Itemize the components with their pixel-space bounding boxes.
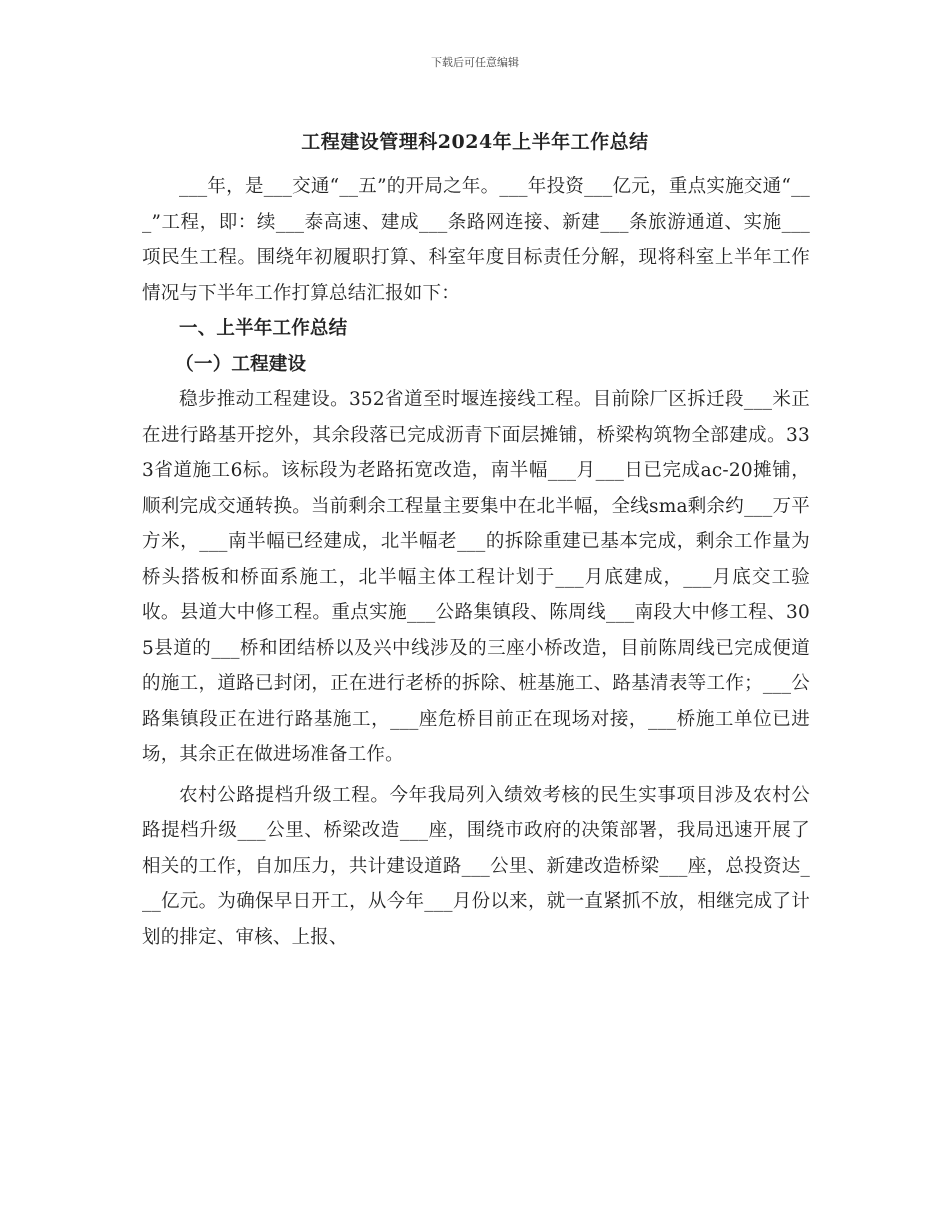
body-paragraph-1: 稳步推动工程建设。352省道至时堰连接线工程。目前除厂区拆迁段___米正在进行路基开挖外，其余段落已完成沥青下面层摊铺，桥梁构筑物全部建成。333省道施工6标。该标段为老路拓宽改造，南半幅___月___日已完成ac-20摊铺，顺利完成交通转换。当前剩余工程量主要集中在北半幅，全线sma剩余约___万平方米，___南半幅已经建成，北半幅老___的拆除重建已基本完成，剩余工作量为桥头搭板和桥面系施工，北半幅主体工程计划于___月底建成，___月底交工验收。县道大中修工程。重点实施___公路集镇段、陈周线___南段大中修工程、305县道的___桥和团结桥以及兴中线涉及的三座小桥改造，目前陈周线已完成便道的施工，道路已封闭，正在进行老桥的拆除、桩基施工、路基清表等工作；___公路集镇段正在进行路基施工，___座危桥目前正在现场对接，___桥施工单位已进场，其余正在做进场准备工作。 [142, 389, 810, 765]
subsection-heading: （一）工程建设 [175, 353, 307, 375]
document-body [142, 169, 810, 955]
intro-paragraph: ___年，是___交通“__五”的开局之年。___年投资___亿元，重点实施交通“___”工程，即：续___泰高速、建成___条路网连接、新建___条旅游通道、实施___项民生工程。围绕年初履职打算、科室年度目标责任分解，现将科室上半年工作情况与下半年工作打算总结汇报如下： [142, 176, 810, 304]
header-note: 下载后可任意编辑 [431, 56, 519, 69]
document-title: 工程建设管理科2024年上半年工作总结 [301, 131, 649, 153]
section-heading: 一、上半年工作总结 [179, 318, 348, 339]
body-paragraph-2: 农村公路提档升级工程。今年我局列入绩效考核的民生实事项目涉及农村公路提档升级___公里、桥梁改造___座，围绕市政府的决策部署，我局迅速开展了相关的工作，自加压力，共计建设道路___公里、新建改造桥梁___座，总投资达___亿元。为确保早日开工，从今年___月份以来，就一直紧抓不放，相继完成了计划的排定、审核、上报、 [142, 784, 810, 948]
